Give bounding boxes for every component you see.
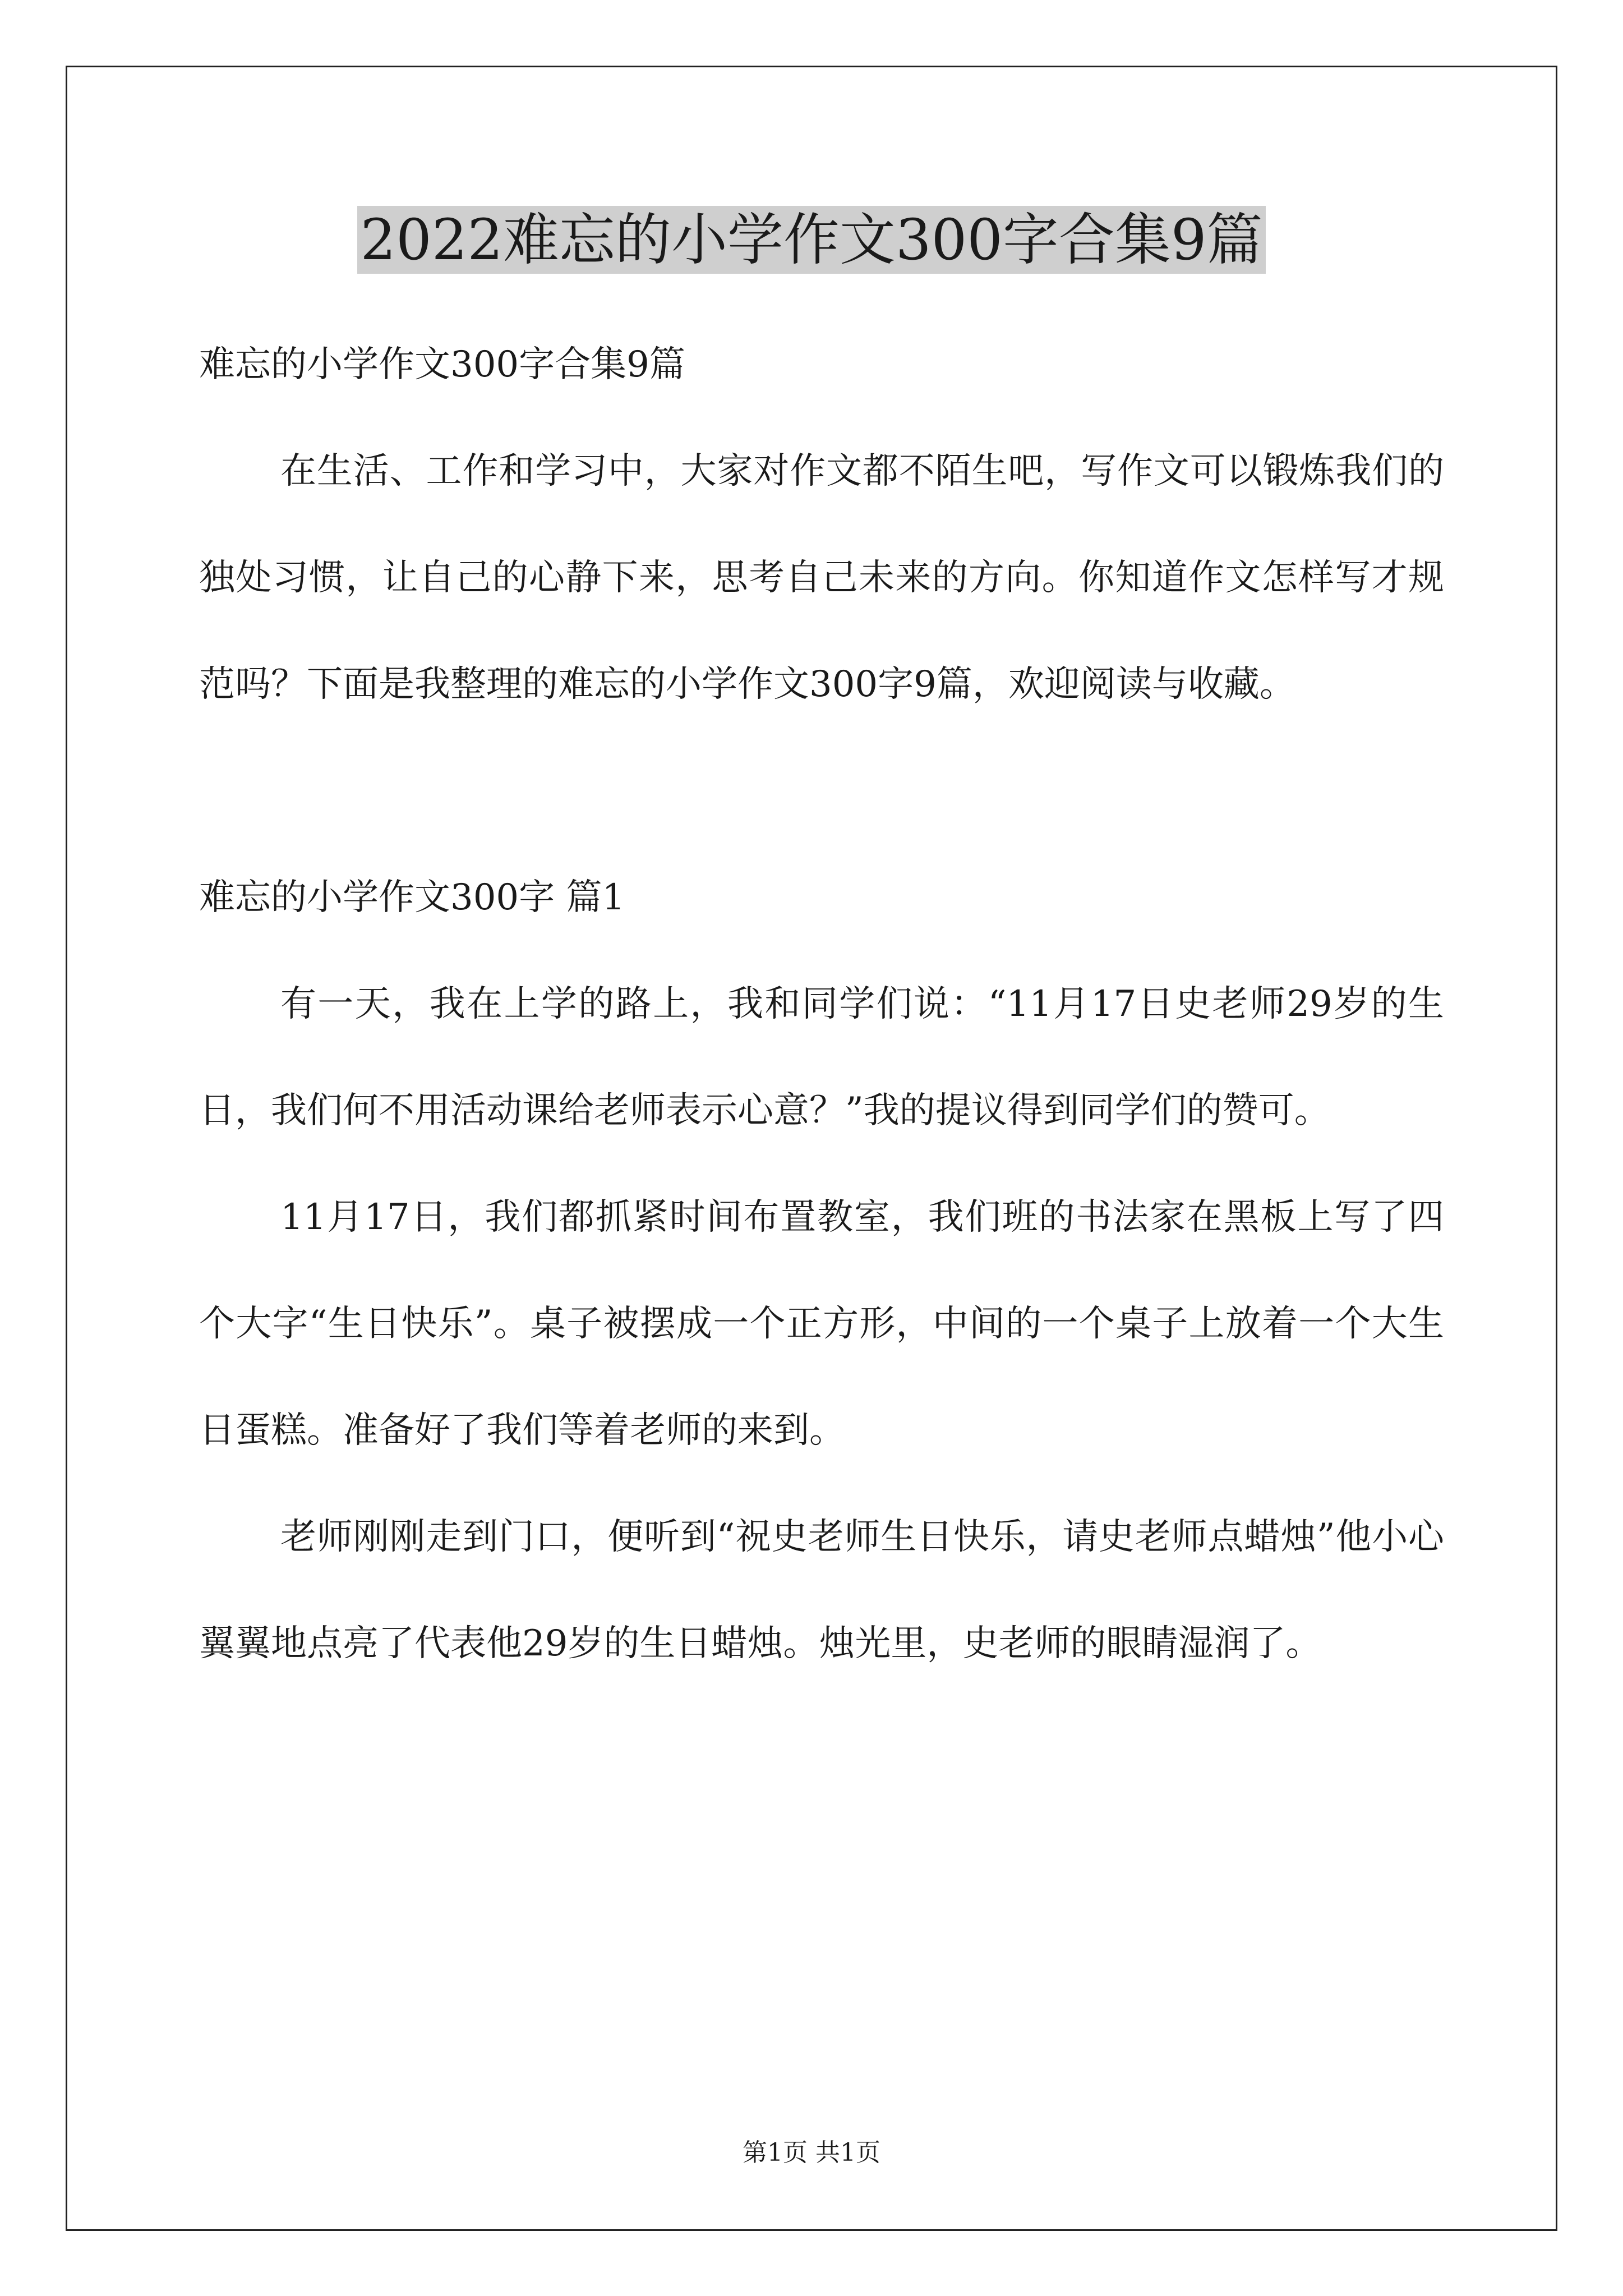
page-footer — [0, 2136, 1623, 2170]
document-title-text: 2022难忘的小学作文300字合集9篇 — [357, 206, 1266, 274]
document-body — [199, 311, 1444, 1697]
document-title — [0, 201, 1623, 279]
body-paragraph: 有一天，我在上学的路上，我和同学们说：“11月17日史老师29岁的生日，我们何不用活动课给老师表示心意？”我的提议得到同学们的赞可。 — [199, 983, 1444, 1131]
document-subtitle: 难忘的小学作文300字合集9篇 — [199, 344, 685, 385]
body-paragraph: 老师刚刚走到门口，便听到“祝史老师生日快乐，请史老师点蜡烛”他小心翼翼地点亮了代表他29岁的生日蜡烛。烛光里，史老师的眼睛湿润了。 — [199, 1516, 1444, 1664]
body-paragraph: 11月17日，我们都抓紧时间布置教室，我们班的书法家在黑板上写了四个大字“生日快乐”。桌子被摆成一个正方形，中间的一个桌子上放着一个大生日蛋糕。准备好了我们等着老师的来到。 — [199, 1197, 1444, 1451]
section-heading: 难忘的小学作文300字 篇1 — [199, 877, 625, 918]
section-spacer — [199, 738, 1444, 844]
intro-paragraph: 在生活、工作和学习中，大家对作文都不陌生吧，写作文可以锻炼我们的独处习惯，让自己的心静下来，思考自己未来的方向。你知道作文怎样写才规范吗？下面是我整理的难忘的小学作文300字9篇，欢迎阅读与收藏。 — [199, 450, 1444, 705]
page-number: 第1页 共1页 — [743, 2138, 880, 2167]
